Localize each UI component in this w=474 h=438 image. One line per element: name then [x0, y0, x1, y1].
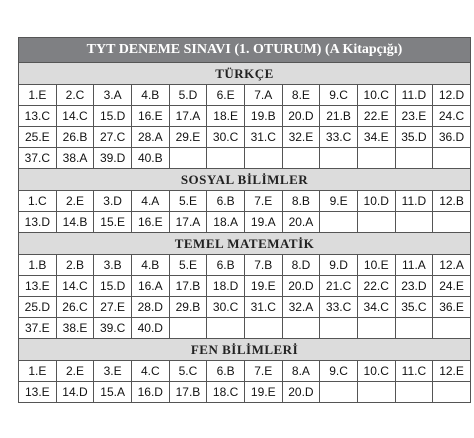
answer-cell: 8.A	[283, 361, 321, 382]
answer-cell	[170, 318, 208, 339]
answer-cell: 37.C	[19, 148, 57, 169]
answer-cell: 8.E	[283, 85, 321, 106]
answer-cell: 23.E	[396, 106, 434, 127]
answer-cell: 13.D	[19, 212, 57, 233]
answer-cell	[207, 318, 245, 339]
answer-cell: 29.B	[170, 297, 208, 318]
answer-cell	[396, 382, 434, 403]
answer-cell	[433, 212, 471, 233]
section-header: SOSYAL BİLİMLER	[19, 169, 471, 191]
answer-cell: 35.C	[396, 297, 434, 318]
answer-key-table	[18, 37, 471, 403]
answer-row	[19, 148, 471, 169]
answer-cell: 28.A	[132, 127, 170, 148]
answer-cell: 38.A	[57, 148, 95, 169]
answer-cell: 9.E	[320, 191, 358, 212]
answer-cell	[207, 148, 245, 169]
answer-cell	[283, 148, 321, 169]
answer-cell: 8.B	[283, 191, 321, 212]
answer-cell: 7.E	[245, 361, 283, 382]
answer-cell: 20.D	[283, 106, 321, 127]
answer-cell: 29.E	[170, 127, 208, 148]
answer-key-title: TYT DENEME SINAVI (1. OTURUM) (A Kitapçığı)	[19, 38, 471, 63]
answer-cell: 15.A	[94, 382, 132, 403]
answer-cell	[320, 148, 358, 169]
answer-cell: 18.E	[207, 106, 245, 127]
answer-cell: 33.C	[320, 297, 358, 318]
answer-cell: 19.B	[245, 106, 283, 127]
answer-cell: 20.D	[283, 382, 321, 403]
answer-cell: 14.C	[57, 106, 95, 127]
answer-cell: 8.D	[283, 255, 321, 276]
answer-cell	[245, 148, 283, 169]
answer-cell: 24.C	[433, 106, 471, 127]
answer-row	[19, 127, 471, 148]
answer-cell: 36.E	[433, 297, 471, 318]
answer-cell: 7.E	[245, 191, 283, 212]
section-header: TEMEL MATEMATİK	[19, 233, 471, 255]
answer-cell: 1.E	[19, 361, 57, 382]
answer-row	[19, 85, 471, 106]
answer-cell: 25.E	[19, 127, 57, 148]
answer-cell: 15.D	[94, 276, 132, 297]
answer-cell: 22.C	[358, 276, 396, 297]
answer-row	[19, 297, 471, 318]
answer-cell: 15.D	[94, 106, 132, 127]
answer-cell: 5.D	[170, 85, 208, 106]
answer-cell: 39.C	[94, 318, 132, 339]
answer-cell: 23.D	[396, 276, 434, 297]
answer-cell	[170, 148, 208, 169]
answer-row	[19, 382, 471, 403]
answer-cell: 2.B	[57, 255, 95, 276]
answer-cell: 38.E	[57, 318, 95, 339]
answer-cell: 21.B	[320, 106, 358, 127]
answer-cell: 3.A	[94, 85, 132, 106]
answer-cell	[320, 318, 358, 339]
answer-cell	[320, 212, 358, 233]
answer-cell	[396, 148, 434, 169]
answer-cell	[358, 212, 396, 233]
answer-cell: 11.C	[396, 361, 434, 382]
answer-cell: 16.E	[132, 212, 170, 233]
answer-cell: 2.E	[57, 361, 95, 382]
answer-cell: 25.D	[19, 297, 57, 318]
answer-cell: 12.A	[433, 255, 471, 276]
answer-cell: 20.A	[283, 212, 321, 233]
answer-key-sections	[19, 63, 471, 403]
answer-cell	[396, 212, 434, 233]
answer-row	[19, 276, 471, 297]
answer-cell: 13.E	[19, 276, 57, 297]
answer-cell: 27.E	[94, 297, 132, 318]
answer-cell	[433, 148, 471, 169]
answer-cell: 7.B	[245, 255, 283, 276]
answer-cell: 17.A	[170, 106, 208, 127]
answer-cell: 18.D	[207, 276, 245, 297]
answer-cell: 1.B	[19, 255, 57, 276]
answer-cell: 26.C	[57, 297, 95, 318]
answer-cell: 20.D	[283, 276, 321, 297]
answer-cell: 9.D	[320, 255, 358, 276]
answer-row	[19, 318, 471, 339]
answer-cell: 5.E	[170, 255, 208, 276]
answer-row	[19, 255, 471, 276]
answer-cell: 7.A	[245, 85, 283, 106]
answer-cell: 40.D	[132, 318, 170, 339]
answer-cell: 2.E	[57, 191, 95, 212]
answer-cell: 22.E	[358, 106, 396, 127]
answer-cell: 2.C	[57, 85, 95, 106]
answer-cell: 18.A	[207, 212, 245, 233]
answer-cell: 14.B	[57, 212, 95, 233]
answer-row	[19, 361, 471, 382]
answer-cell	[358, 148, 396, 169]
answer-cell: 6.E	[207, 85, 245, 106]
answer-cell: 3.E	[94, 361, 132, 382]
answer-cell: 28.D	[132, 297, 170, 318]
answer-cell: 11.D	[396, 191, 434, 212]
answer-cell: 15.E	[94, 212, 132, 233]
answer-cell: 16.D	[132, 382, 170, 403]
answer-cell: 1.C	[19, 191, 57, 212]
answer-cell: 11.A	[396, 255, 434, 276]
section-header: TÜRKÇE	[19, 63, 471, 85]
answer-cell: 3.B	[94, 255, 132, 276]
answer-row	[19, 191, 471, 212]
answer-cell: 14.C	[57, 276, 95, 297]
answer-cell: 4.B	[132, 255, 170, 276]
answer-cell	[245, 318, 283, 339]
answer-cell: 30.C	[207, 297, 245, 318]
answer-cell: 9.C	[320, 361, 358, 382]
answer-cell: 11.D	[396, 85, 434, 106]
answer-cell: 19.E	[245, 276, 283, 297]
answer-cell	[433, 382, 471, 403]
answer-cell: 31.C	[245, 297, 283, 318]
answer-row	[19, 212, 471, 233]
answer-cell: 10.C	[358, 361, 396, 382]
answer-cell: 6.B	[207, 255, 245, 276]
answer-cell: 19.A	[245, 212, 283, 233]
answer-cell: 9.C	[320, 85, 358, 106]
answer-cell: 1.E	[19, 85, 57, 106]
answer-cell: 10.E	[358, 255, 396, 276]
answer-cell: 35.D	[396, 127, 434, 148]
answer-cell: 17.A	[170, 212, 208, 233]
answer-cell: 3.D	[94, 191, 132, 212]
answer-cell: 17.B	[170, 382, 208, 403]
answer-row	[19, 106, 471, 127]
answer-cell: 24.E	[433, 276, 471, 297]
answer-cell: 10.C	[358, 85, 396, 106]
answer-cell: 4.B	[132, 85, 170, 106]
answer-cell: 37.E	[19, 318, 57, 339]
answer-cell: 5.C	[170, 361, 208, 382]
answer-cell	[283, 318, 321, 339]
answer-cell: 31.C	[245, 127, 283, 148]
answer-cell: 17.B	[170, 276, 208, 297]
answer-cell: 34.C	[358, 297, 396, 318]
answer-cell: 16.A	[132, 276, 170, 297]
answer-cell: 10.D	[358, 191, 396, 212]
answer-cell: 6.B	[207, 191, 245, 212]
answer-cell: 5.E	[170, 191, 208, 212]
answer-cell: 13.C	[19, 106, 57, 127]
answer-cell: 21.C	[320, 276, 358, 297]
answer-cell: 4.A	[132, 191, 170, 212]
answer-cell: 30.C	[207, 127, 245, 148]
answer-cell: 33.C	[320, 127, 358, 148]
answer-cell	[358, 318, 396, 339]
answer-cell: 32.A	[283, 297, 321, 318]
answer-cell: 4.C	[132, 361, 170, 382]
answer-cell	[433, 318, 471, 339]
answer-cell: 34.E	[358, 127, 396, 148]
answer-cell	[396, 318, 434, 339]
section-header: FEN BİLİMLERİ	[19, 339, 471, 361]
answer-cell: 36.D	[433, 127, 471, 148]
answer-cell: 39.D	[94, 148, 132, 169]
answer-cell: 12.D	[433, 85, 471, 106]
answer-cell: 18.C	[207, 382, 245, 403]
answer-cell: 6.B	[207, 361, 245, 382]
answer-cell: 12.B	[433, 191, 471, 212]
answer-cell	[320, 382, 358, 403]
answer-cell: 32.E	[283, 127, 321, 148]
answer-cell	[358, 382, 396, 403]
answer-cell: 14.D	[57, 382, 95, 403]
answer-cell: 40.B	[132, 148, 170, 169]
answer-cell: 12.E	[433, 361, 471, 382]
answer-cell: 26.B	[57, 127, 95, 148]
answer-cell: 19.E	[245, 382, 283, 403]
answer-cell: 16.E	[132, 106, 170, 127]
answer-cell: 27.C	[94, 127, 132, 148]
answer-cell: 13.E	[19, 382, 57, 403]
